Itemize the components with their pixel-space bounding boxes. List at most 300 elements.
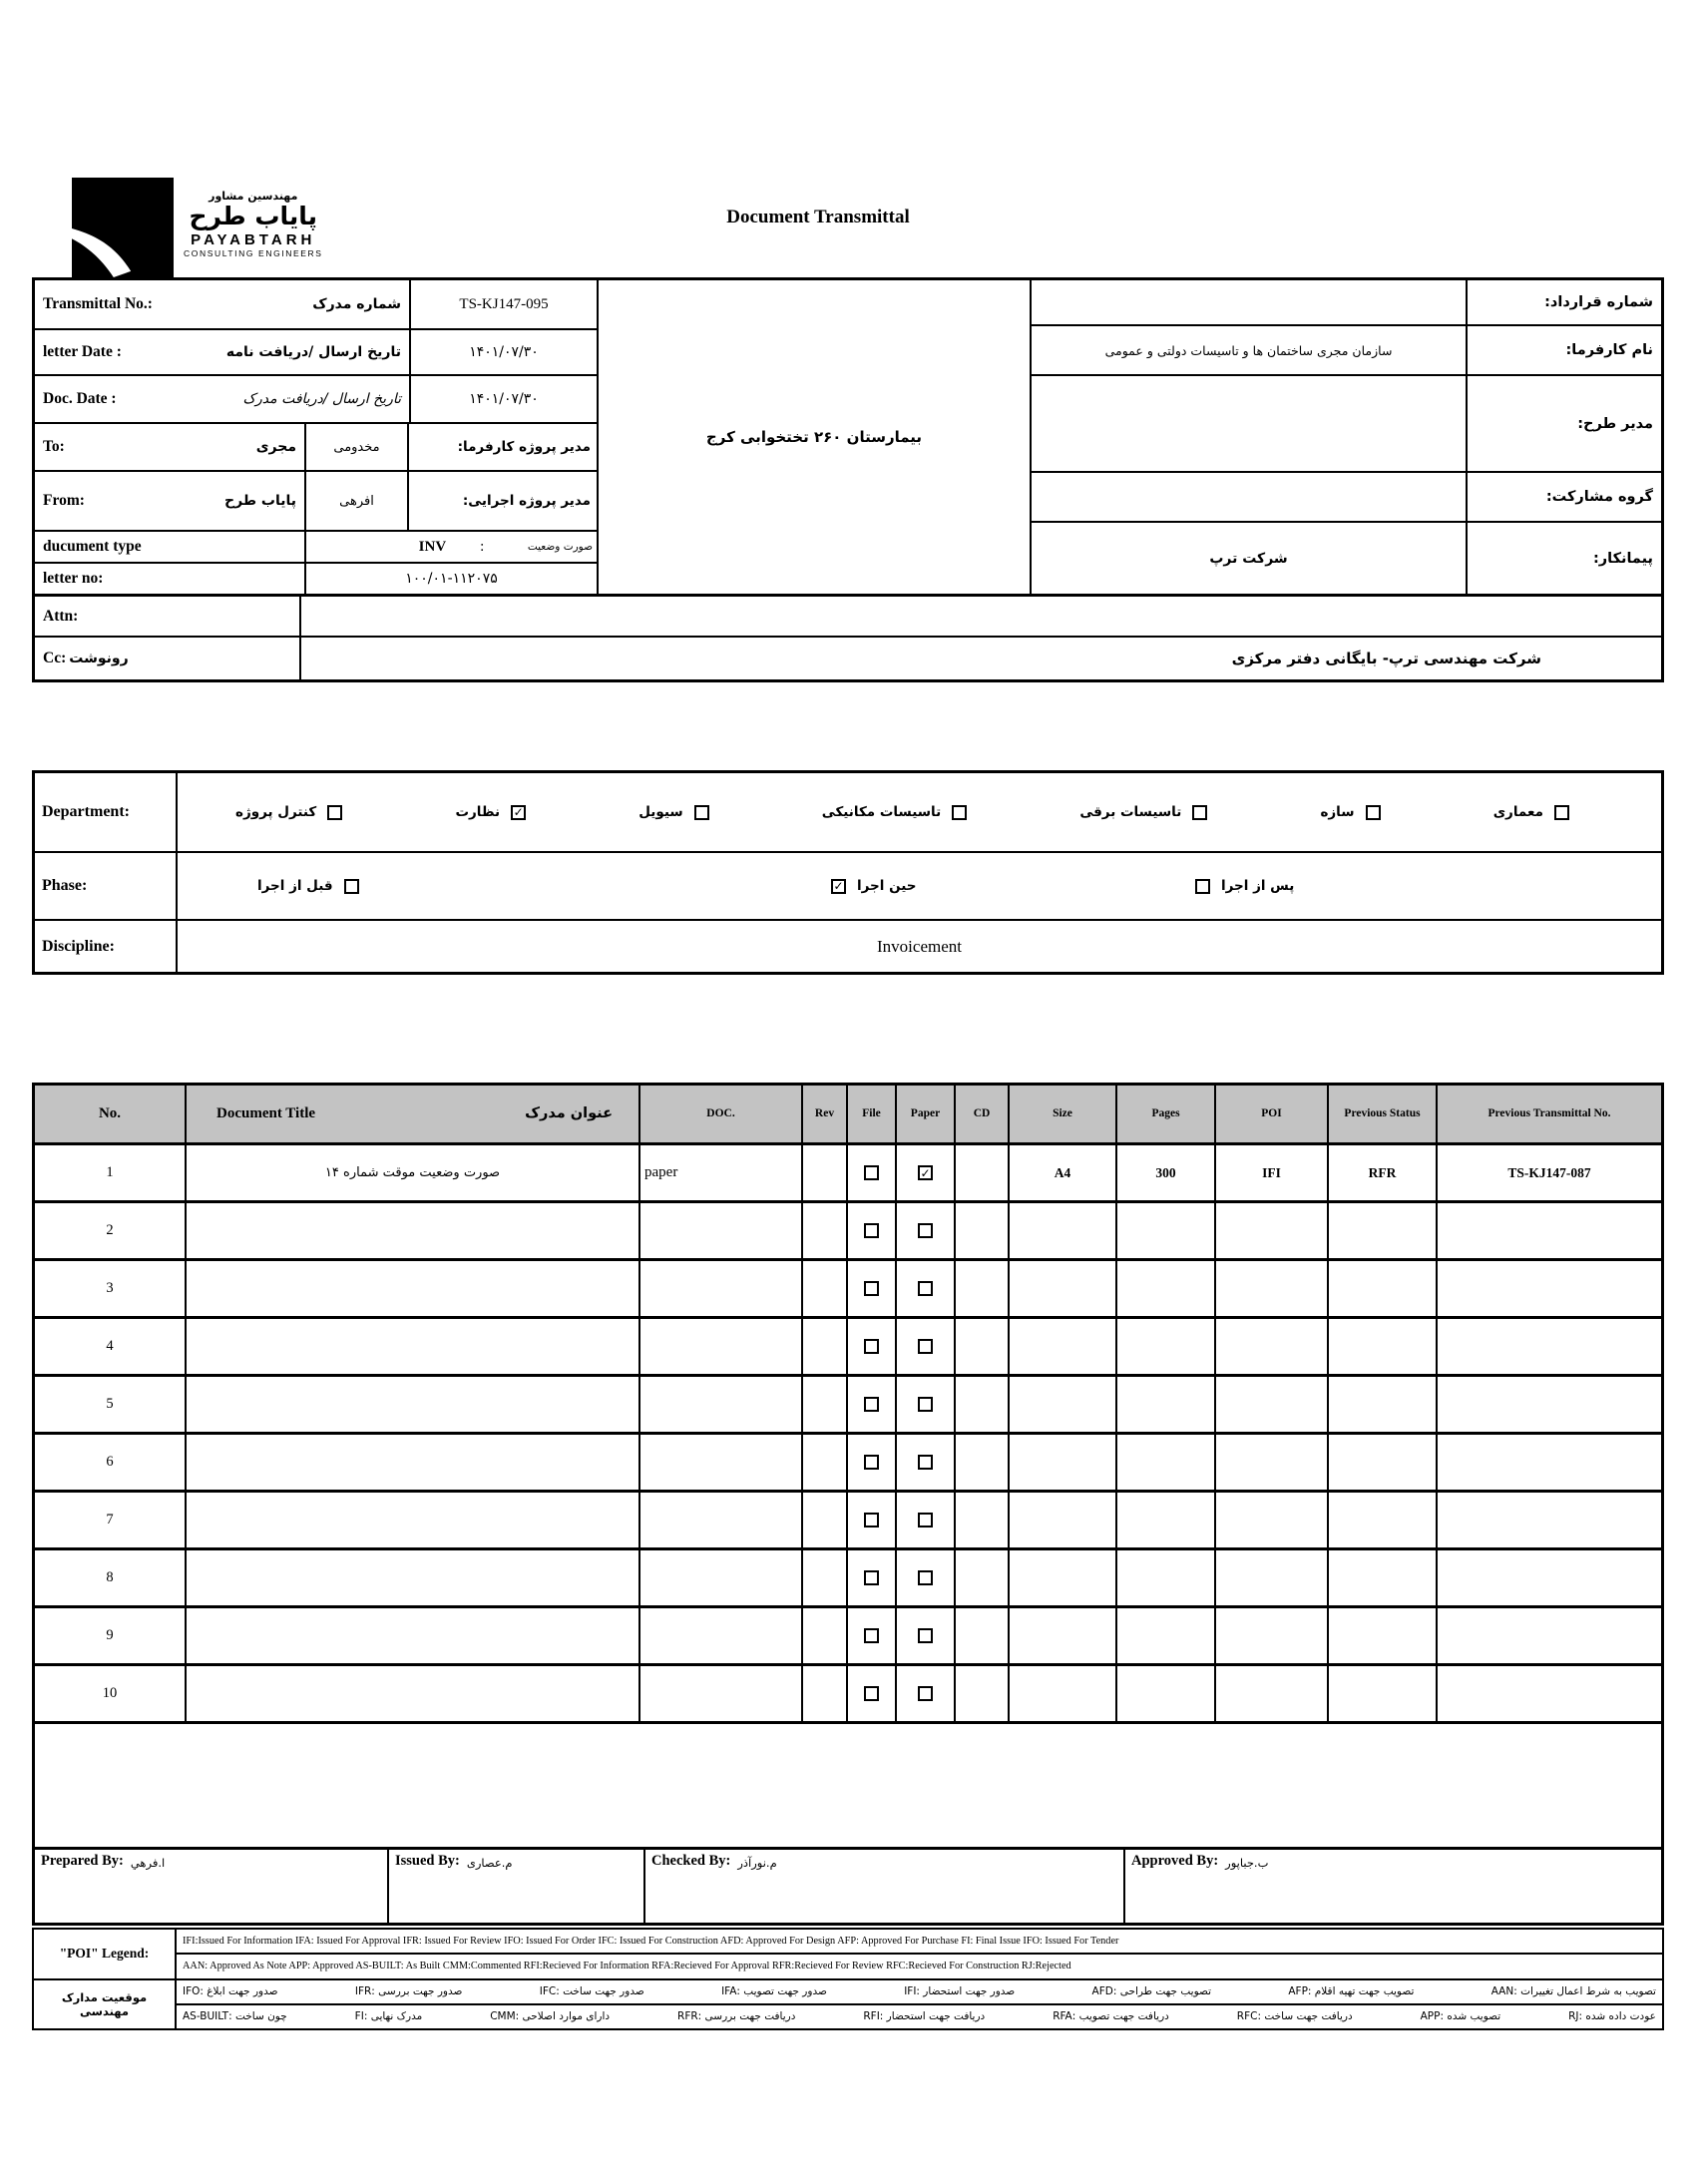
cell-title: صورت وضعیت موقت شماره ۱۴ — [185, 1145, 638, 1200]
cell-cd — [954, 1145, 1008, 1200]
attn-label: Attn: — [43, 607, 79, 625]
cell-pages — [1115, 1493, 1214, 1547]
cell-size — [1008, 1377, 1115, 1432]
department-option-5-checkbox[interactable] — [1366, 805, 1381, 820]
cell-pages: 300 — [1115, 1145, 1214, 1200]
cell-prev_transmittal — [1436, 1319, 1661, 1374]
cell-title — [185, 1319, 638, 1374]
partnership-label: گروه مشارکت: — [1466, 473, 1661, 521]
cell-cd — [954, 1550, 1008, 1605]
prepared-by-label: Prepared By: — [41, 1853, 124, 1869]
cell-rev — [801, 1435, 846, 1490]
fa-line1-item-1: صدور جهت بررسی :IFR — [354, 1985, 463, 1998]
doc-type-label: ducument type — [43, 538, 142, 555]
cell-doc — [638, 1666, 801, 1721]
cell-cd — [954, 1319, 1008, 1374]
document-table — [32, 1083, 1664, 1926]
cell-poi — [1214, 1261, 1327, 1316]
logo-swoosh-icon — [72, 178, 174, 279]
cell-title — [185, 1550, 638, 1605]
cell-no: 9 — [106, 1627, 114, 1643]
table-row — [35, 1608, 1661, 1666]
poi-legend-fa-line1 — [177, 1980, 1662, 2003]
design-manager-row — [1032, 376, 1661, 473]
cell-prev_transmittal: TS-KJ147-087 — [1436, 1145, 1661, 1200]
client-row — [1032, 326, 1661, 376]
cell-no: 5 — [106, 1396, 114, 1412]
cell-paper — [895, 1550, 954, 1605]
phase-option-2 — [1195, 878, 1294, 894]
client-value: سازمان مجری ساختمان ها و تاسیسات دولتی و عمومی — [1104, 342, 1393, 358]
phase-options — [178, 853, 1661, 919]
department-option-3 — [822, 804, 967, 820]
contractor-row — [1032, 523, 1661, 594]
attn-value — [299, 597, 1661, 636]
table-row — [35, 1550, 1661, 1608]
cell-no: 7 — [106, 1512, 114, 1528]
fa-line1-item-3: صدور جهت تصویب :IFA — [721, 1985, 827, 1998]
logo-en-subtitle: CONSULTING ENGINEERS — [184, 247, 323, 258]
cell-file — [846, 1493, 895, 1547]
cell-file-checkbox-row6[interactable] — [864, 1455, 879, 1470]
cell-paper — [895, 1608, 954, 1663]
cell-paper-checkbox-row4[interactable] — [918, 1339, 933, 1354]
transmittal-no-label-en: Transmittal No.: — [43, 295, 153, 312]
logo-text-block — [184, 178, 323, 279]
cell-paper — [895, 1203, 954, 1258]
header-file: File — [846, 1086, 895, 1142]
department-option-0 — [235, 804, 342, 820]
header-title-en: Document Title — [216, 1105, 316, 1122]
table-row — [35, 1319, 1661, 1377]
classification-table — [32, 770, 1664, 975]
department-option-6 — [1493, 804, 1569, 820]
cell-pages — [1115, 1319, 1214, 1374]
cell-rev — [801, 1319, 846, 1374]
prepared-by-name: ا.فرهي — [130, 1856, 166, 1870]
department-option-3-label: تاسیسات مکانیکی — [821, 804, 942, 820]
cell-prev_transmittal — [1436, 1666, 1661, 1721]
cell-cd — [954, 1203, 1008, 1258]
cell-pages — [1115, 1608, 1214, 1663]
document-table-empty-area — [35, 1724, 1661, 1847]
poi-legend-fa-section — [34, 1978, 1662, 2029]
cell-title — [185, 1493, 638, 1547]
cell-doc — [638, 1550, 801, 1605]
contract-no-value — [1032, 280, 1466, 324]
cell-file-checkbox-row2[interactable] — [864, 1223, 879, 1238]
table-row — [35, 1145, 1661, 1203]
header-rev: Rev — [801, 1086, 846, 1142]
cell-no: 1 — [106, 1164, 114, 1180]
doc-type-value-fa: صورت وضعیت — [527, 541, 593, 553]
header-cd: CD — [954, 1086, 1008, 1142]
cell-title — [185, 1261, 638, 1316]
fa-line1-item-6: تصویب جهت تهیه اقلام :AFP — [1288, 1985, 1415, 1998]
cell-poi — [1214, 1608, 1327, 1663]
department-row — [35, 773, 1661, 853]
cell-file — [846, 1261, 895, 1316]
fa-line1-item-2: صدور جهت ساخت :IFC — [539, 1985, 644, 1998]
department-option-2-label: سیویل — [638, 804, 683, 820]
cell-cd — [954, 1435, 1008, 1490]
doc-date-label-en: Doc. Date : — [43, 390, 117, 407]
cell-paper-checkbox-row9[interactable] — [918, 1628, 933, 1643]
cell-size — [1008, 1493, 1115, 1547]
cell-paper-checkbox-row3[interactable] — [918, 1281, 933, 1296]
cell-file — [846, 1666, 895, 1721]
cell-poi — [1214, 1435, 1327, 1490]
cell-cd — [954, 1377, 1008, 1432]
table-row — [35, 1666, 1661, 1724]
page-title: Document Transmittal — [726, 207, 910, 227]
department-label: Department: — [35, 773, 178, 851]
cell-file — [846, 1377, 895, 1432]
cell-paper-checkbox-row8[interactable] — [918, 1570, 933, 1585]
phase-option-2-label: پس از اجرا — [1221, 878, 1295, 894]
issued-by-cell — [387, 1850, 643, 1923]
fa-line2-item-4: دریافت جهت استحضار :RFI — [863, 2010, 986, 2023]
department-option-6-checkbox[interactable] — [1554, 805, 1569, 820]
cell-size — [1008, 1261, 1115, 1316]
header-title-fa: عنوان مدرک — [525, 1105, 613, 1122]
checked-by-name: م.نورآذر — [737, 1856, 777, 1870]
cell-prev_status — [1327, 1319, 1436, 1374]
cell-no: 10 — [102, 1685, 118, 1701]
cell-doc — [638, 1608, 801, 1663]
logo-en-name: PAYABTARH — [191, 230, 316, 248]
logo-fa-tagline: مهندسین مشاور — [209, 190, 298, 203]
to-value: مجری — [255, 439, 296, 455]
checked-by-label: Checked By: — [651, 1853, 731, 1869]
department-option-4-checkbox[interactable] — [1192, 805, 1207, 820]
cell-doc — [638, 1435, 801, 1490]
table-row — [35, 1435, 1661, 1493]
cell-pages — [1115, 1377, 1214, 1432]
cell-title — [185, 1377, 638, 1432]
letter-no-label: letter no: — [43, 570, 104, 587]
header-prev-status: Previous Status — [1327, 1086, 1436, 1142]
cell-paper-checkbox-row6[interactable] — [918, 1455, 933, 1470]
cell-doc — [638, 1319, 801, 1374]
header-poi: POI — [1214, 1086, 1327, 1142]
approved-by-name: ب.جباپور — [1225, 1856, 1269, 1870]
project-name: بیمارستان ۲۶۰ تختخوابی کرج — [705, 428, 923, 446]
cell-file — [846, 1203, 895, 1258]
table-row — [35, 1493, 1661, 1550]
department-option-4-label: تاسیسات برقی — [1079, 804, 1182, 820]
header-title — [185, 1086, 638, 1142]
cell-prev_transmittal — [1436, 1261, 1661, 1316]
cell-file-checkbox-row5[interactable] — [864, 1397, 879, 1412]
department-option-1 — [455, 804, 526, 820]
cell-paper — [895, 1666, 954, 1721]
cell-prev_status: RFR — [1327, 1145, 1436, 1200]
phase-label: Phase: — [35, 853, 178, 919]
cell-rev — [801, 1550, 846, 1605]
cell-poi — [1214, 1550, 1327, 1605]
document-table-header — [35, 1086, 1661, 1145]
cell-poi: IFI — [1214, 1145, 1327, 1200]
cell-size: A4 — [1008, 1145, 1115, 1200]
contract-no-label: شماره قرارداد: — [1466, 280, 1661, 324]
from-label: From: — [43, 492, 85, 509]
cell-size — [1008, 1550, 1115, 1605]
cell-title — [185, 1435, 638, 1490]
cell-poi — [1214, 1666, 1327, 1721]
from-person: افرهی — [304, 472, 407, 530]
partnership-row — [1032, 473, 1661, 523]
phase-option-0 — [257, 878, 359, 894]
department-option-0-checkbox[interactable] — [327, 805, 342, 820]
client-pm-label: مدیر پروژه کارفرما: — [407, 424, 597, 470]
cell-paper-checkbox-row10[interactable] — [918, 1686, 933, 1701]
cell-title — [185, 1203, 638, 1258]
department-options — [178, 773, 1661, 851]
checked-by-cell — [643, 1850, 1123, 1923]
fa-line1-item-5: تصویب جهت طراحی :AFD — [1091, 1985, 1212, 1998]
fa-line2-item-0: چون ساخت :AS-BUILT — [183, 2010, 287, 2023]
partnership-value — [1032, 473, 1466, 521]
cell-paper-checkbox-row1[interactable]: ✓ — [918, 1165, 933, 1180]
cell-no: 3 — [106, 1280, 114, 1296]
cell-rev — [801, 1203, 846, 1258]
phase-option-0-label: قبل از اجرا — [257, 878, 333, 894]
from-value: پایاب طرح — [224, 493, 296, 509]
approved-by-cell — [1123, 1850, 1661, 1923]
attn-row — [35, 594, 1661, 636]
company-logo — [72, 178, 323, 279]
department-option-6-label: معماری — [1492, 804, 1543, 820]
cell-size — [1008, 1666, 1115, 1721]
info-right-section — [1030, 280, 1661, 594]
cell-prev_transmittal — [1436, 1377, 1661, 1432]
cell-file-checkbox-row7[interactable] — [864, 1513, 879, 1528]
cell-file — [846, 1145, 895, 1200]
cell-poi — [1214, 1319, 1327, 1374]
cell-paper-checkbox-row7[interactable] — [918, 1513, 933, 1528]
department-option-5 — [1320, 804, 1380, 820]
cell-file-checkbox-row1[interactable] — [864, 1165, 879, 1180]
cell-cd — [954, 1493, 1008, 1547]
info-table — [32, 277, 1664, 682]
cell-doc — [638, 1261, 801, 1316]
cell-cd — [954, 1608, 1008, 1663]
phase-option-1-checkbox[interactable]: ✓ — [831, 879, 846, 894]
letter-no-row — [35, 564, 597, 594]
cell-no: 4 — [106, 1338, 114, 1354]
poi-legend-en-line2: AAN: Approved As Note APP: Approved AS-BUILT: As Built CMM:Commented RFI:Recieved For Information RFA:Recieved For Approval RFR:Recieved For Review RFC:Recieved For Construction RJ:Rejected — [177, 1953, 1662, 1977]
cell-pages — [1115, 1550, 1214, 1605]
executive-pm-label: مدیر پروژه اجرایی: — [407, 472, 597, 530]
cell-prev_transmittal — [1436, 1435, 1661, 1490]
cell-size — [1008, 1608, 1115, 1663]
poi-legend-fa-line2 — [177, 2003, 1662, 2028]
cell-prev_status — [1327, 1550, 1436, 1605]
table-row — [35, 1203, 1661, 1261]
fa-line1-item-4: صدور جهت استحضار :IFI — [904, 1985, 1016, 1998]
department-option-3-checkbox[interactable] — [952, 805, 967, 820]
info-left-section — [35, 280, 597, 594]
prepared-by-cell — [35, 1850, 387, 1923]
doc-type-colon: : — [480, 538, 485, 555]
contractor-value: شرکت ترپ — [1209, 550, 1288, 567]
header-no: No. — [98, 1105, 122, 1122]
contract-no-row — [1032, 280, 1661, 326]
doc-type-value: INV — [418, 538, 447, 555]
cell-doc — [638, 1377, 801, 1432]
transmittal-no-row — [35, 280, 597, 330]
header-paper: Paper — [895, 1086, 954, 1142]
cell-no: 8 — [106, 1569, 114, 1585]
cell-rev — [801, 1666, 846, 1721]
cell-poi — [1214, 1203, 1327, 1258]
design-manager-value — [1032, 376, 1466, 471]
cell-file — [846, 1435, 895, 1490]
phase-option-1 — [831, 878, 916, 894]
department-option-5-label: سازه — [1320, 804, 1355, 820]
fa-line2-item-3: دریافت جهت بررسی :RFR — [677, 2010, 796, 2023]
project-name-cell — [597, 280, 1030, 594]
cell-prev_status — [1327, 1261, 1436, 1316]
client-label: نام کارفرما: — [1466, 326, 1661, 374]
fa-line2-item-1: مدرک نهایی :FI — [354, 2010, 423, 2023]
cc-row — [35, 636, 1661, 679]
design-manager-label: مدیر طرح: — [1466, 376, 1661, 471]
cell-poi — [1214, 1377, 1327, 1432]
to-row — [35, 424, 597, 472]
department-option-1-checkbox[interactable]: ✓ — [511, 805, 526, 820]
issued-by-name: م.عصاری — [466, 1856, 513, 1870]
cell-prev_transmittal — [1436, 1203, 1661, 1258]
contractor-label: پیمانکار: — [1466, 523, 1661, 594]
poi-legend-en-section — [34, 1930, 1662, 1978]
discipline-value: Invoicement — [877, 936, 962, 956]
doc-date-label-fa: تاریخ ارسال /دریافت مدرک — [242, 391, 401, 407]
fa-line2-item-6: دریافت جهت ساخت :RFC — [1236, 2010, 1353, 2023]
cell-pages — [1115, 1203, 1214, 1258]
phase-option-0-checkbox[interactable] — [344, 879, 359, 894]
cell-rev — [801, 1493, 846, 1547]
fa-line2-item-7: تصویب شده :APP — [1420, 2010, 1501, 2023]
cell-file-checkbox-row10[interactable] — [864, 1686, 879, 1701]
cell-no: 2 — [106, 1222, 114, 1238]
cell-rev — [801, 1377, 846, 1432]
cell-title — [185, 1608, 638, 1663]
phase-row — [35, 853, 1661, 921]
cell-size — [1008, 1203, 1115, 1258]
cell-file-checkbox-row9[interactable] — [864, 1628, 879, 1643]
cell-pages — [1115, 1261, 1214, 1316]
cc-label-fa: رونوشت — [69, 651, 129, 666]
phase-option-2-checkbox[interactable] — [1195, 879, 1210, 894]
cell-poi — [1214, 1493, 1327, 1547]
fa-line1-item-7: تصویب به شرط اعمال تغییرات :AAN — [1490, 1985, 1656, 1998]
cell-paper — [895, 1493, 954, 1547]
cell-cd — [954, 1666, 1008, 1721]
approved-by-label: Approved By: — [1131, 1853, 1219, 1869]
letter-date-label-fa: تاریخ ارسال /دریافت نامه — [225, 344, 401, 360]
logo-fa-name: پایاب طرح — [189, 202, 318, 230]
cell-file-checkbox-row4[interactable] — [864, 1339, 879, 1354]
cell-prev_status — [1327, 1435, 1436, 1490]
cell-prev_status — [1327, 1203, 1436, 1258]
cell-prev_status — [1327, 1377, 1436, 1432]
poi-legend-en-line1: IFI:Issued For Information IFA: Issued For Approval IFR: Issued For Review IFO: Issued For Order IFC: Issued For Construction AFD: Approved For Design AFP: Approved For Purchase FI: Final Issue IFO: Issued For Tender — [183, 1936, 1119, 1948]
cell-paper-checkbox-row2[interactable] — [918, 1223, 933, 1238]
department-option-1-label: نظارت — [455, 804, 501, 820]
table-row — [35, 1261, 1661, 1319]
fa-line2-item-8: عودت داده شده :RJ — [1568, 2010, 1656, 2023]
cell-prev_transmittal — [1436, 1550, 1661, 1605]
department-option-0-label: کنترل پروژه — [235, 804, 317, 820]
to-label: To: — [43, 438, 65, 455]
document-table-body — [35, 1145, 1661, 1724]
cell-rev — [801, 1145, 846, 1200]
cell-file-checkbox-row3[interactable] — [864, 1281, 879, 1296]
letter-date-row — [35, 330, 597, 376]
cell-paper — [895, 1319, 954, 1374]
cell-file-checkbox-row8[interactable] — [864, 1570, 879, 1585]
fa-line2-item-2: دارای موارد اصلاحی :CMM — [490, 2010, 611, 2023]
poi-legend-fa-label: موقعیت مدارک مهندسی — [34, 1980, 177, 2029]
letter-date-label-en: letter Date : — [43, 343, 122, 360]
header-size: Size — [1008, 1086, 1115, 1142]
fa-line2-item-5: دریافت جهت تصویب :RFA — [1053, 2010, 1169, 2023]
cell-paper — [895, 1261, 954, 1316]
header-pages: Pages — [1115, 1086, 1214, 1142]
cell-rev — [801, 1608, 846, 1663]
signature-row — [35, 1847, 1661, 1923]
issued-by-label: Issued By: — [395, 1853, 460, 1869]
cc-label-en: Cc: — [43, 650, 67, 666]
department-option-2-checkbox[interactable] — [694, 805, 709, 820]
header-prev-transmittal: Previous Transmittal No. — [1436, 1086, 1661, 1142]
doc-type-row — [35, 532, 597, 564]
cell-rev — [801, 1261, 846, 1316]
transmittal-no-label-fa: شماره مدرک — [312, 296, 401, 312]
cell-cd — [954, 1261, 1008, 1316]
cell-title — [185, 1666, 638, 1721]
cell-doc: paper — [638, 1145, 801, 1200]
poi-legend — [32, 1928, 1664, 2030]
cell-size — [1008, 1319, 1115, 1374]
cell-doc — [638, 1203, 801, 1258]
doc-date-row — [35, 376, 597, 424]
cell-prev_status — [1327, 1493, 1436, 1547]
discipline-label: Discipline: — [35, 921, 178, 972]
cell-prev_status — [1327, 1608, 1436, 1663]
department-option-4 — [1079, 804, 1207, 820]
cell-size — [1008, 1435, 1115, 1490]
cell-paper-checkbox-row5[interactable] — [918, 1397, 933, 1412]
cell-doc — [638, 1493, 801, 1547]
discipline-row — [35, 921, 1661, 972]
cell-pages — [1115, 1435, 1214, 1490]
transmittal-no-value: TS-KJ147-095 — [409, 280, 597, 328]
header-doc: DOC. — [638, 1086, 801, 1142]
cell-file — [846, 1550, 895, 1605]
cell-paper — [895, 1145, 954, 1200]
cell-file — [846, 1319, 895, 1374]
department-option-2 — [638, 804, 708, 820]
cell-prev_status — [1327, 1666, 1436, 1721]
phase-option-1-label: حین اجرا — [857, 878, 917, 894]
table-row — [35, 1377, 1661, 1435]
cell-prev_transmittal — [1436, 1493, 1661, 1547]
letter-date-value: ۱۴۰۱/۰۷/۳۰ — [409, 330, 597, 374]
cell-file — [846, 1608, 895, 1663]
